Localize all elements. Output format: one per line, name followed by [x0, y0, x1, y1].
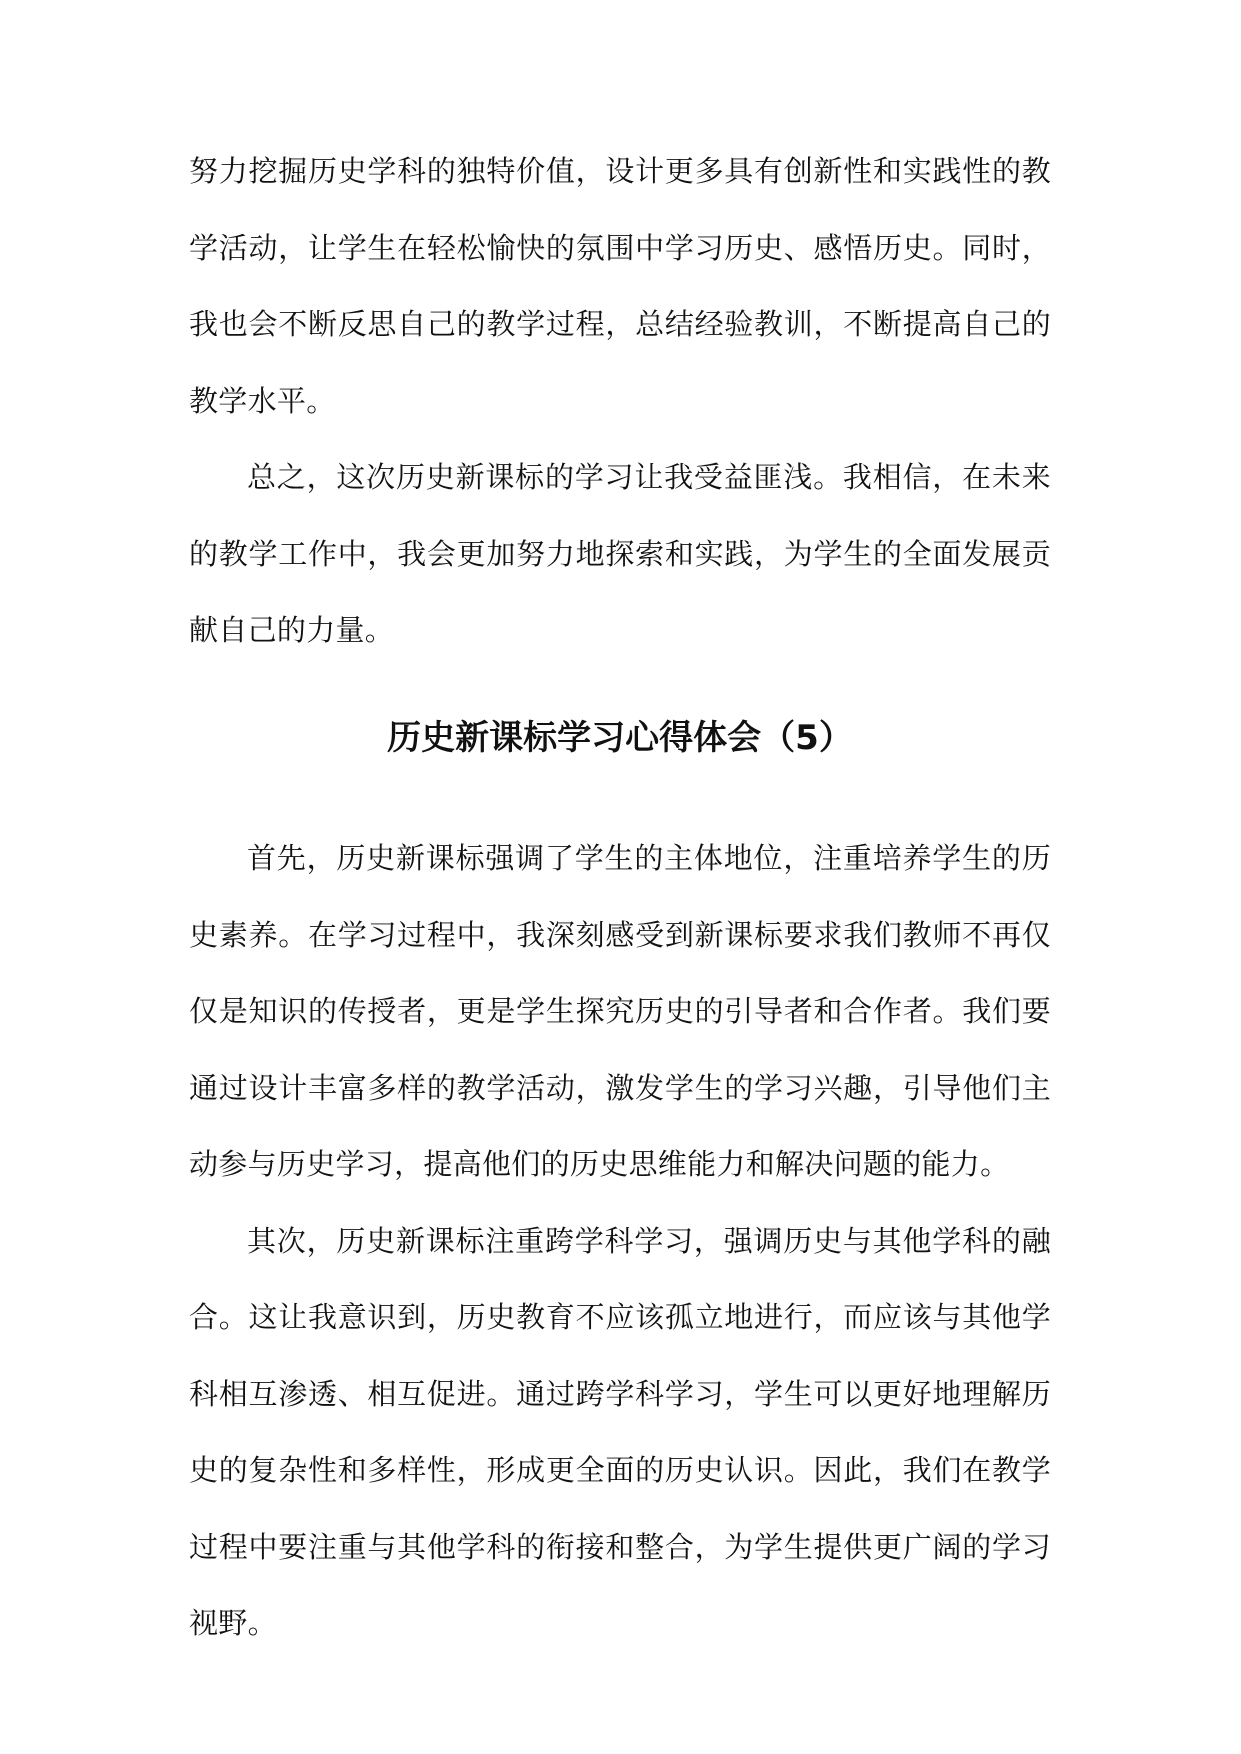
paragraph-continuation: 努力挖掘历史学科的独特价值，设计更多具有创新性和实践性的教学活动，让学生在轻松愉快的氛围中学习历史、感悟历史。同时，我也会不断反思自己的教学过程，总结经验教训，不断提高自己的教学水平。: [189, 154, 1051, 418]
text-section-top: [189, 133, 1051, 669]
text-section-bottom: [189, 820, 1051, 1662]
section-heading: 历史新课标学习心得体会（5）: [387, 718, 853, 758]
paragraph-conclusion: 总之，这次历史新课标的学习让我受益匪浅。我相信，在未来的教学工作中，我会更加努力地探索和实践，为学生的全面发展贡献自己的力量。: [189, 460, 1051, 647]
paragraph-second: 其次，历史新课标注重跨学科学习，强调历史与其他学科的融合。这让我意识到，历史教育不应该孤立地进行，而应该与其他学科相互渗透、相互促进。通过跨学科学习，学生可以更好地理解历史的复杂性和多样性，形成更全面的历史认识。因此，我们在教学过程中要注重与其他学科的衔接和整合，为学生提供更广阔的学习视野。: [189, 1223, 1051, 1640]
paragraph-first: 首先，历史新课标强调了学生的主体地位，注重培养学生的历史素养。在学习过程中，我深刻感受到新课标要求我们教师不再仅仅是知识的传授者，更是学生探究历史的引导者和合作者。我们要通过设计丰富多样的教学活动，激发学生的学习兴趣，引导他们主动参与历史学习，提高他们的历史思维能力和解决问题的能力。: [189, 841, 1051, 1181]
